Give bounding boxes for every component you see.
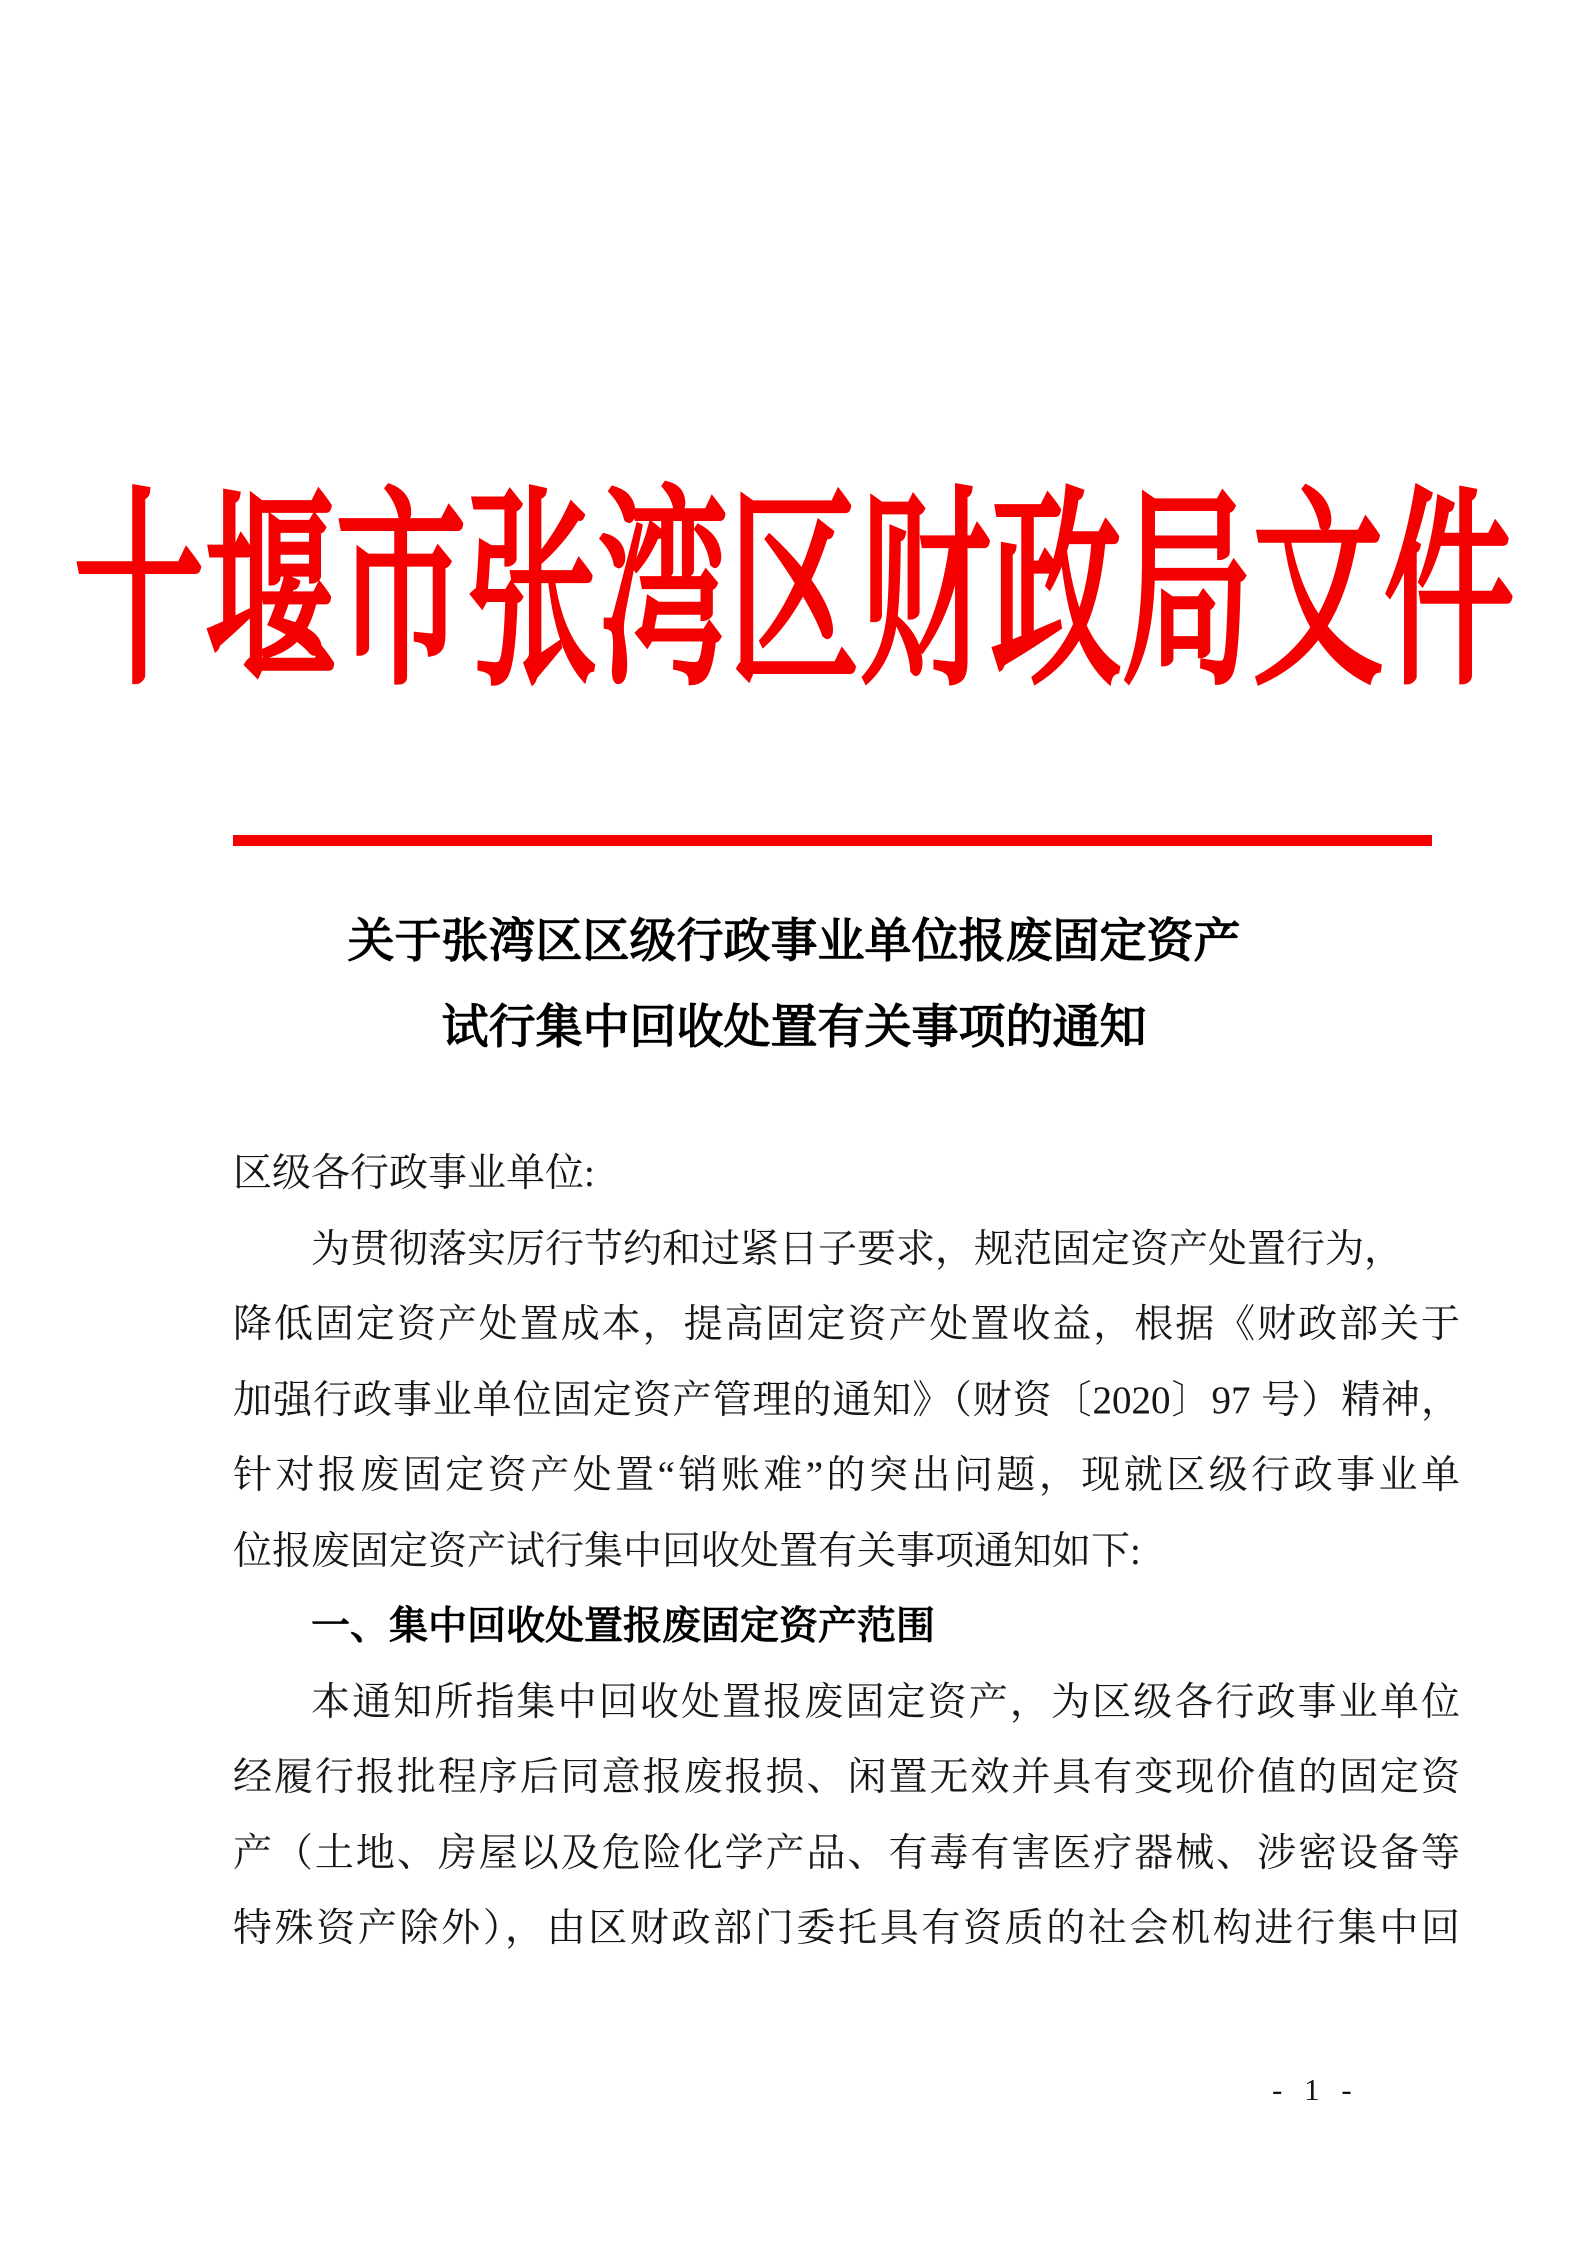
paragraph1-line4: 针对报废固定资产处置“销账难”的突出问题，现就区级行政事业单 [233,1454,1460,1497]
paragraph1-line5: 位报废固定资产试行集中回收处置有关事项通知如下: [233,1529,1141,1573]
paragraph2-line4: 特殊资产除外），由区财政部门委托具有资质的社会机构进行集中回 [233,1907,1460,1950]
body-text [233,1136,1460,1967]
paragraph1-line3: 加强行政事业单位固定资产管理的通知》（财资〔2020〕97 号）精神， [233,1378,1460,1422]
salutation-line: 区级各行政事业单位: [233,1152,595,1195]
page-number: - 1 - [1272,2072,1359,2107]
paragraph1-line2: 降低固定资产处置成本，提高固定资产处置收益，根据《财政部关于 [233,1303,1460,1346]
doc-title-line1: 关于张湾区区级行政事业单位报废固定资产 [347,916,1241,968]
paragraph2-line1: 本通知所指集中回收处置报废固定资产，为区级各行政事业单位 [311,1680,1460,1724]
doc-title [0,899,1588,1071]
red-divider-rule [233,835,1432,846]
doc-title-line2: 试行集中回收处置有关事项的通知 [441,1002,1147,1054]
paragraph1-line1: 为贯彻落实厉行节约和过紧日子要求，规范固定资产处置行为， [311,1227,1404,1271]
paragraph2-line3: 产（土地、房屋以及危险化学产品、有毒有害医疗器械、涉密设备等 [233,1831,1460,1875]
section-heading: 一、集中回收处置报废固定资产范围 [311,1605,936,1648]
masthead [0,462,1588,712]
masthead-title: 十堰市张湾区财政局文件 [73,476,1515,712]
paragraph2-line2: 经履行报批程序后同意报废报损、闲置无效并具有变现价值的固定资 [233,1756,1460,1799]
